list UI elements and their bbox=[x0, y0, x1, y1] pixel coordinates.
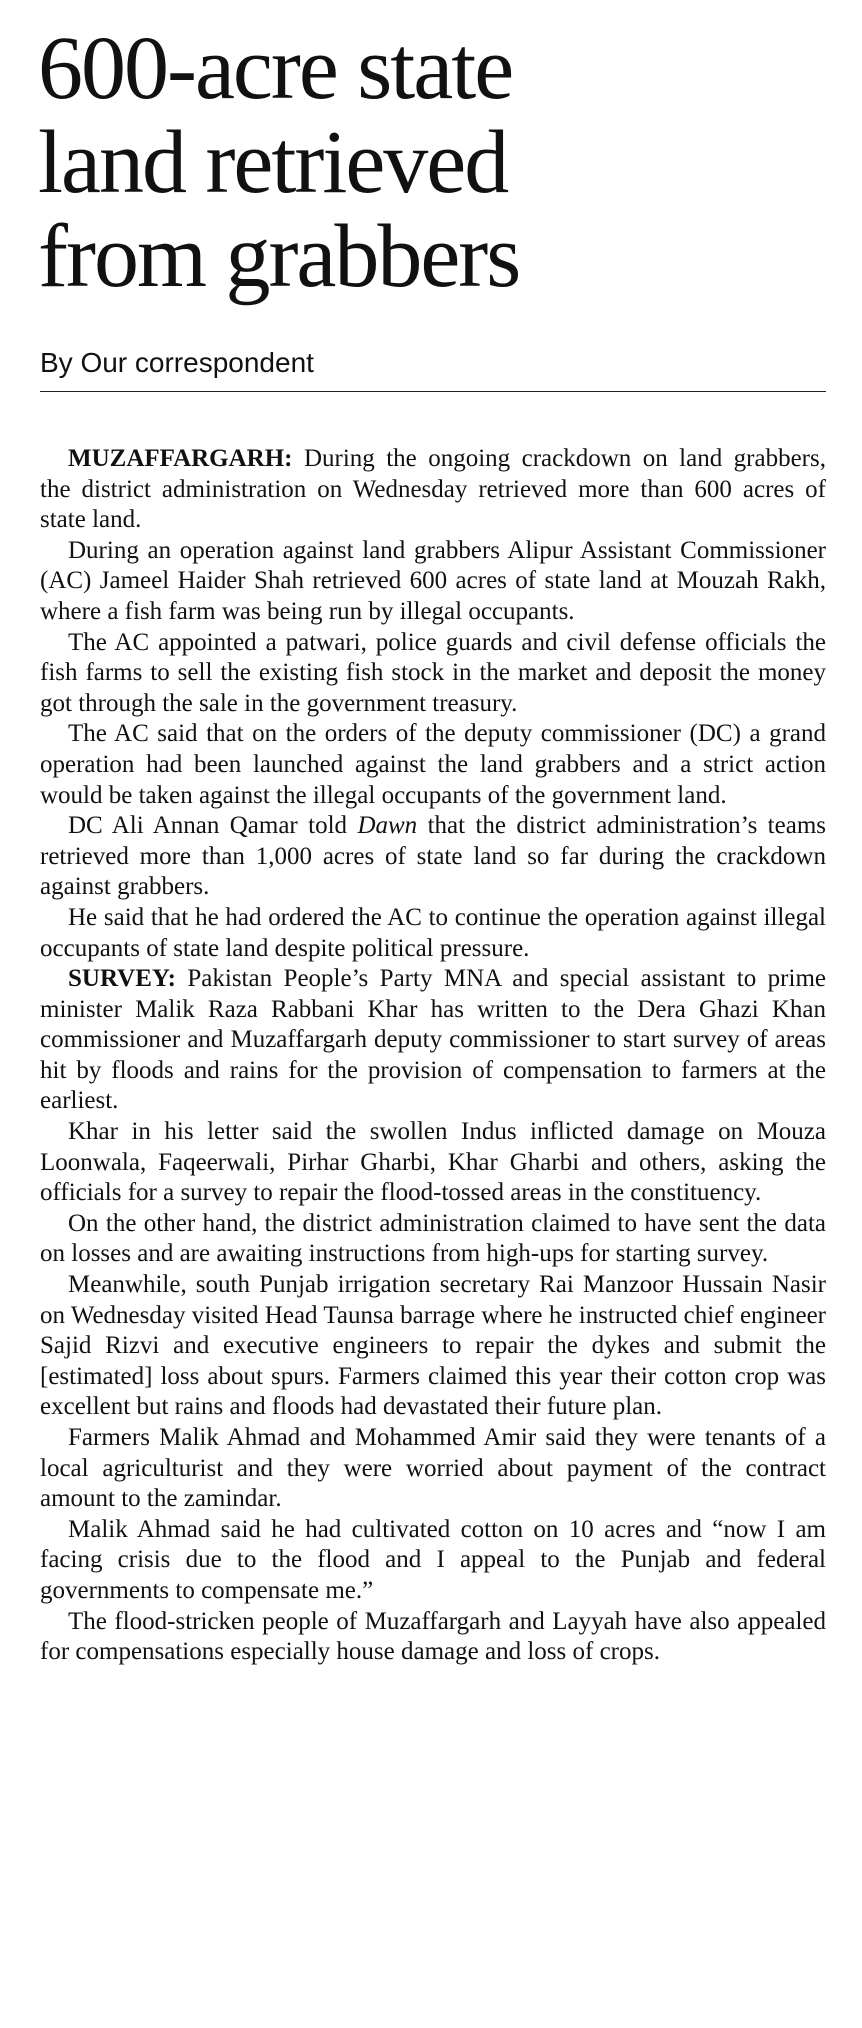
article-body bbox=[40, 444, 826, 1668]
article-paragraph: The flood-stricken people of Muzaffargarh and Layyah have also appealed for compensations especially house damage and loss of crops. bbox=[40, 1607, 826, 1666]
article-paragraph: Malik Ahmad said he had cultivated cotton on 10 acres and “now I am facing crisis due to the flood and I appeal to the Punjab and federal governments to compensate me.” bbox=[40, 1515, 826, 1604]
article-paragraph: On the other hand, the district administration claimed to have sent the data on losses and are awaiting instructions from high-ups for starting survey. bbox=[40, 1209, 826, 1268]
article-paragraph: Meanwhile, south Punjab irrigation secretary Rai Manzoor Hussain Nasir on Wednesday visited Head Taunsa barrage where he instructed chief engineer Sajid Rizvi and executive engineers to repair the dykes and submit the [estimated] loss about spurs. Farmers claimed this year their cotton crop was excellent but rains and floods had devastated their future plan. bbox=[40, 1271, 826, 1421]
article-paragraph bbox=[40, 811, 826, 903]
dateline: MUZAFFARGARH: bbox=[68, 445, 293, 472]
paragraph-text: DC Ali Annan Qamar told bbox=[68, 812, 358, 840]
article-paragraph: Farmers Malik Ahmad and Mohammed Amir said they were tenants of a local agriculturist and they were worried about payment of the contract amount to the zamindar. bbox=[40, 1424, 826, 1513]
headline-line: land retrieved bbox=[38, 113, 508, 212]
paragraph-text: that the district administration’s teams retrieved more than 1,000 acres of state land so far during the crackdown against grabbers. bbox=[40, 812, 826, 901]
article-paragraph bbox=[40, 964, 826, 1117]
article-paragraph: The AC appointed a patwari, police guards and civil defense officials the fish farms to sell the existing fish stock in the market and deposit the money got through the sale in the government treasury. bbox=[40, 628, 826, 717]
byline-divider bbox=[40, 391, 826, 392]
byline: By Our correspondent bbox=[40, 347, 314, 378]
headline bbox=[38, 19, 828, 306]
article-paragraph bbox=[40, 444, 826, 536]
headline-line: from grabbers bbox=[38, 207, 520, 306]
article-paragraph: He said that he had ordered the AC to continue the operation against illegal occupants of state land despite political pressure. bbox=[40, 903, 826, 962]
article-paragraph: Khar in his letter said the swollen Indus inflicted damage on Mouza Loonwala, Faqeerwali, Pirhar Gharbi, Khar Gharbi and others, asking the officials for a survey to repair the flood-tossed areas in the constituency. bbox=[40, 1118, 826, 1207]
publication-name: Dawn bbox=[357, 812, 418, 840]
paragraph-text: During the ongoing crackdown on land grabbers, the district administration on Wednesday retrieved more than 600 acres of state land. bbox=[40, 445, 826, 534]
paragraph-text: Pakistan People’s Party MNA and special assistant to prime minister Malik Raza Rabbani Khar has written to the Dera Ghazi Khan commissioner and Muzaffargarh deputy commissioner to start survey of areas hit by floods and rains for the provision of compensation to farmers at the earliest. bbox=[40, 965, 826, 1115]
article-paragraph: The AC said that on the orders of the deputy commissioner (DC) a grand operation had been launched against the land grabbers and a strict action would be taken against the illegal occupants of the government land. bbox=[40, 720, 826, 809]
section-subhead: SURVEY: bbox=[68, 965, 176, 993]
article-paragraph: During an operation against land grabbers Alipur Assistant Commissioner (AC) Jameel Haider Shah retrieved 600 acres of state land at Mouzah Rakh, where a fish farm was being run by illegal occupants. bbox=[40, 536, 826, 625]
headline-line: 600-acre state bbox=[38, 19, 513, 118]
